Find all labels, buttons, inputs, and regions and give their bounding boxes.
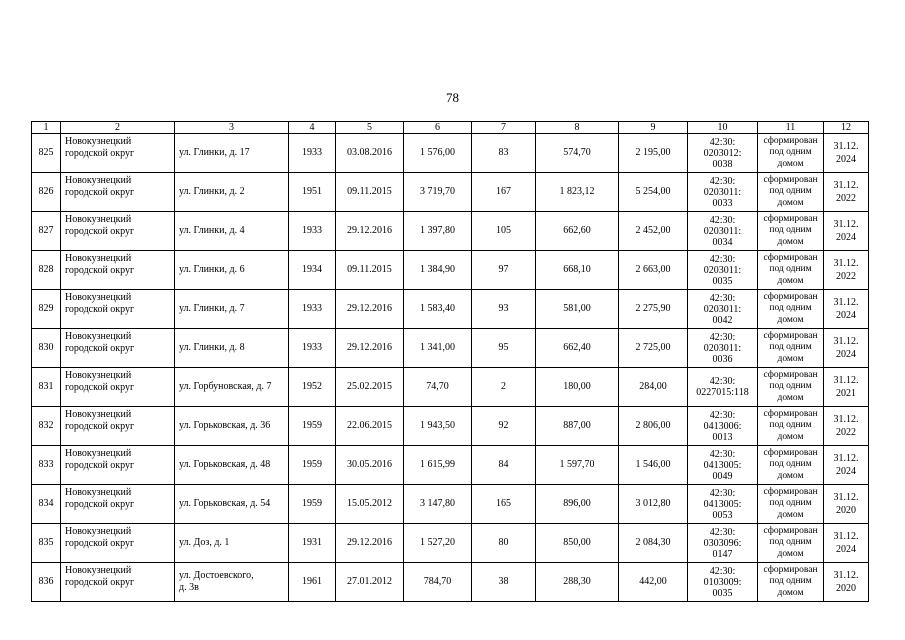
column-number-3: 3 [175,122,289,134]
year-built-cell: 1934 [289,251,336,290]
row-number: 835 [32,524,61,563]
area-1-cell: 896,00 [536,485,619,524]
area-cell: 1 943,50 [404,407,472,446]
address-cell: ул. Глинки, д. 6 [175,251,289,290]
area-cell: 1 384,90 [404,251,472,290]
area-cell: 1 615,99 [404,446,472,485]
row-number: 825 [32,134,61,173]
date-cell: 27.01.2012 [336,563,404,602]
area-cell: 1 341,00 [404,329,472,368]
year-built-cell: 1959 [289,446,336,485]
year-built-cell: 1933 [289,212,336,251]
residents-cell: 97 [472,251,536,290]
residents-cell: 95 [472,329,536,368]
registry-table [31,121,869,602]
cadastral-number-cell: 42:30: 0413006: 0013 [688,407,758,446]
area-cell: 1 583,40 [404,290,472,329]
year-built-cell: 1951 [289,173,336,212]
deadline-cell: 31.12. 2024 [824,329,869,368]
year-built-cell: 1931 [289,524,336,563]
area-1-cell: 1 823,12 [536,173,619,212]
date-cell: 29.12.2016 [336,329,404,368]
table-row [32,134,869,173]
cadastral-number-cell: 42:30: 0203012: 0038 [688,134,758,173]
deadline-cell: 31.12. 2022 [824,251,869,290]
column-number-2: 2 [61,122,175,134]
cadastral-number-cell: 42:30: 0203011: 0042 [688,290,758,329]
land-status-cell: сформирован под одним домом [758,134,824,173]
column-number-8: 8 [536,122,619,134]
table-row [32,407,869,446]
column-number-12: 12 [824,122,869,134]
municipality-cell: Новокузнецкий городской округ [61,485,175,524]
address-cell: ул. Горьковская, д. 48 [175,446,289,485]
table-row [32,251,869,290]
area-cell: 3 719,70 [404,173,472,212]
cadastral-number-cell: 42:30: 0203011: 0033 [688,173,758,212]
row-number: 829 [32,290,61,329]
residents-cell: 84 [472,446,536,485]
municipality-cell: Новокузнецкий городской округ [61,134,175,173]
table-row [32,329,869,368]
area-1-cell: 887,00 [536,407,619,446]
table-body [32,122,869,602]
deadline-cell: 31.12. 2022 [824,173,869,212]
deadline-cell: 31.12. 2024 [824,446,869,485]
area-2-cell: 2 452,00 [619,212,688,251]
land-status-cell: сформирован под одним домом [758,368,824,407]
residents-cell: 80 [472,524,536,563]
municipality-cell: Новокузнецкий городской округ [61,407,175,446]
area-1-cell: 662,60 [536,212,619,251]
column-number-9: 9 [619,122,688,134]
area-1-cell: 850,00 [536,524,619,563]
land-status-cell: сформирован под одним домом [758,251,824,290]
area-2-cell: 5 254,00 [619,173,688,212]
area-cell: 784,70 [404,563,472,602]
residents-cell: 93 [472,290,536,329]
municipality-cell: Новокузнецкий городской округ [61,212,175,251]
area-cell: 1 527,20 [404,524,472,563]
cadastral-number-cell: 42:30: 0203011: 0035 [688,251,758,290]
address-cell: ул. Глинки, д. 4 [175,212,289,251]
area-2-cell: 284,00 [619,368,688,407]
row-number: 827 [32,212,61,251]
year-built-cell: 1959 [289,407,336,446]
deadline-cell: 31.12. 2020 [824,563,869,602]
residents-cell: 83 [472,134,536,173]
deadline-cell: 31.12. 2022 [824,407,869,446]
municipality-cell: Новокузнецкий городской округ [61,251,175,290]
date-cell: 09.11.2015 [336,173,404,212]
date-cell: 29.12.2016 [336,290,404,329]
area-2-cell: 442,00 [619,563,688,602]
residents-cell: 92 [472,407,536,446]
year-built-cell: 1933 [289,290,336,329]
cadastral-number-cell: 42:30: 0413005: 0053 [688,485,758,524]
table-row [32,290,869,329]
area-2-cell: 2 725,00 [619,329,688,368]
address-cell: ул. Глинки, д. 8 [175,329,289,368]
address-cell: ул. Горьковская, д. 36 [175,407,289,446]
date-cell: 29.12.2016 [336,212,404,251]
date-cell: 15.05.2012 [336,485,404,524]
area-2-cell: 2 806,00 [619,407,688,446]
date-cell: 22.06.2015 [336,407,404,446]
land-status-cell: сформирован под одним домом [758,173,824,212]
table-row [32,563,869,602]
deadline-cell: 31.12. 2020 [824,485,869,524]
date-cell: 03.08.2016 [336,134,404,173]
row-number: 834 [32,485,61,524]
land-status-cell: сформирован под одним домом [758,563,824,602]
land-status-cell: сформирован под одним домом [758,290,824,329]
area-2-cell: 3 012,80 [619,485,688,524]
area-1-cell: 180,00 [536,368,619,407]
residents-cell: 167 [472,173,536,212]
area-cell: 74,70 [404,368,472,407]
date-cell: 29.12.2016 [336,524,404,563]
address-cell: ул. Доз, д. 1 [175,524,289,563]
area-cell: 1 397,80 [404,212,472,251]
column-number-4: 4 [289,122,336,134]
area-2-cell: 2 275,90 [619,290,688,329]
date-cell: 25.02.2015 [336,368,404,407]
table-row [32,524,869,563]
year-built-cell: 1933 [289,134,336,173]
cadastral-number-cell: 42:30: 0303096: 0147 [688,524,758,563]
table-row [32,446,869,485]
date-cell: 30.05.2016 [336,446,404,485]
deadline-cell: 31.12. 2024 [824,290,869,329]
column-number-5: 5 [336,122,404,134]
area-1-cell: 1 597,70 [536,446,619,485]
area-cell: 3 147,80 [404,485,472,524]
land-status-cell: сформирован под одним домом [758,329,824,368]
area-1-cell: 581,00 [536,290,619,329]
land-status-cell: сформирован под одним домом [758,212,824,251]
column-number-10: 10 [688,122,758,134]
area-1-cell: 288,30 [536,563,619,602]
row-number: 833 [32,446,61,485]
area-1-cell: 574,70 [536,134,619,173]
table-row [32,173,869,212]
deadline-cell: 31.12. 2024 [824,134,869,173]
year-built-cell: 1961 [289,563,336,602]
residents-cell: 105 [472,212,536,251]
address-cell: ул. Горьковская, д. 54 [175,485,289,524]
table-row [32,485,869,524]
area-2-cell: 2 084,30 [619,524,688,563]
area-cell: 1 576,00 [404,134,472,173]
deadline-cell: 31.12. 2024 [824,212,869,251]
address-cell: ул. Глинки, д. 17 [175,134,289,173]
row-number: 826 [32,173,61,212]
table-row [32,368,869,407]
date-cell: 09.11.2015 [336,251,404,290]
address-cell: ул. Достоевского, д. 3в [175,563,289,602]
column-number-11: 11 [758,122,824,134]
column-number-1: 1 [32,122,61,134]
municipality-cell: Новокузнецкий городской округ [61,290,175,329]
area-1-cell: 662,40 [536,329,619,368]
cadastral-number-cell: 42:30: 0203011: 0036 [688,329,758,368]
row-number: 828 [32,251,61,290]
table-row [32,212,869,251]
residents-cell: 2 [472,368,536,407]
municipality-cell: Новокузнецкий городской округ [61,524,175,563]
column-number-row [32,122,869,134]
year-built-cell: 1952 [289,368,336,407]
row-number: 830 [32,329,61,368]
deadline-cell: 31.12. 2024 [824,524,869,563]
area-2-cell: 2 663,00 [619,251,688,290]
cadastral-number-cell: 42:30: 0203011: 0034 [688,212,758,251]
deadline-cell: 31.12. 2021 [824,368,869,407]
municipality-cell: Новокузнецкий городской округ [61,563,175,602]
year-built-cell: 1959 [289,485,336,524]
municipality-cell: Новокузнецкий городской округ [61,173,175,212]
area-2-cell: 2 195,00 [619,134,688,173]
land-status-cell: сформирован под одним домом [758,485,824,524]
land-status-cell: сформирован под одним домом [758,524,824,563]
residents-cell: 165 [472,485,536,524]
address-cell: ул. Горбуновская, д. 7 [175,368,289,407]
address-cell: ул. Глинки, д. 7 [175,290,289,329]
row-number: 836 [32,563,61,602]
row-number: 832 [32,407,61,446]
cadastral-number-cell: 42:30: 0103009: 0035 [688,563,758,602]
land-status-cell: сформирован под одним домом [758,407,824,446]
row-number: 831 [32,368,61,407]
area-1-cell: 668,10 [536,251,619,290]
cadastral-number-cell: 42:30: 0413005: 0049 [688,446,758,485]
column-number-6: 6 [404,122,472,134]
municipality-cell: Новокузнецкий городской округ [61,446,175,485]
residents-cell: 38 [472,563,536,602]
column-number-7: 7 [472,122,536,134]
address-cell: ул. Глинки, д. 2 [175,173,289,212]
area-2-cell: 1 546,00 [619,446,688,485]
municipality-cell: Новокузнецкий городской округ [61,329,175,368]
cadastral-number-cell: 42:30: 0227015:118 [688,368,758,407]
municipality-cell: Новокузнецкий городской округ [61,368,175,407]
year-built-cell: 1933 [289,329,336,368]
land-status-cell: сформирован под одним домом [758,446,824,485]
page-number: 78 [446,90,459,105]
